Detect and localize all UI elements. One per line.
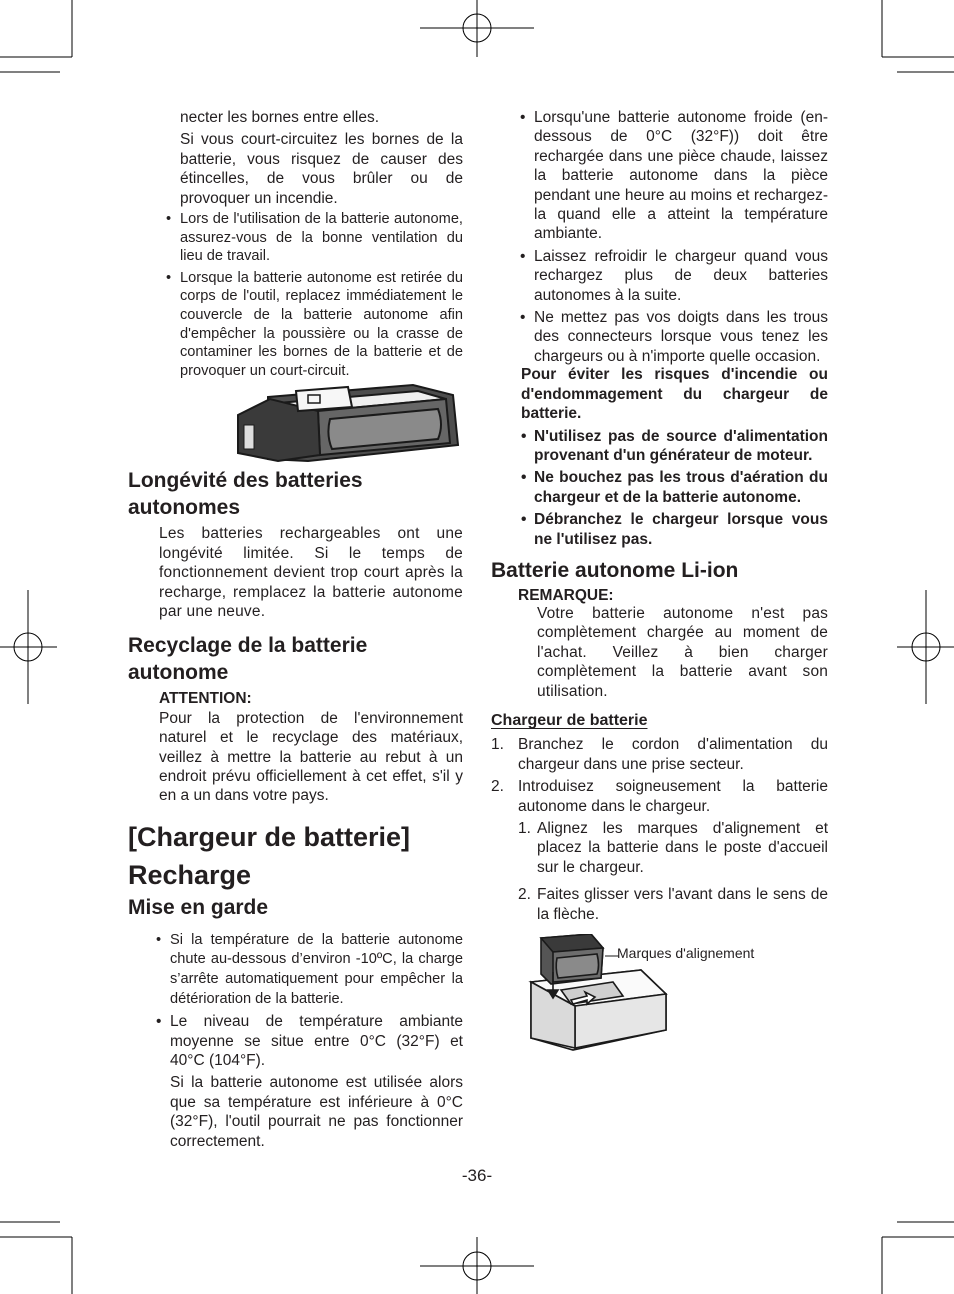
charging-bullets: [491, 108, 828, 366]
left-column: [128, 108, 463, 1151]
fire-warning: Pour éviter les risques d'incendie ou d'endommagement du chargeur de batterie.: [521, 366, 828, 423]
list-item: 2. Introduisez soigneusement la batterie autonome dans le chargeur.: [491, 778, 828, 815]
caution-heading: Mise en garde: [128, 895, 269, 919]
right-column: [491, 108, 828, 1062]
recycling-heading: Recyclage de la batterie autonome: [128, 634, 368, 685]
li-ion-text: Votre batterie autonome n'est pas complètement chargée au moment de l'achat. Veillez à bien charger complètement la batterie avant son utilisation.: [537, 604, 828, 700]
li-ion-heading: Batterie autonome Li-ion: [491, 558, 739, 582]
list-item: • Le niveau de température ambiante moyenne se situe entre 0°C (32°F) et 40°C (104°F).: [156, 1013, 463, 1070]
charger-steps: [491, 735, 828, 816]
bold-bullets: [491, 427, 828, 549]
list-item: 2. Faites glisser vers l'avant dans le sens de la flèche.: [518, 886, 828, 923]
caution-continued: Si la batterie autonome est utilisée alors que sa température est inférieure à 0°C (32°F), l'outil pourrait ne pas fonctionner correctement.: [170, 1074, 463, 1150]
battery-bullets: [128, 210, 463, 380]
recycling-text: Pour la protection de l'environnement naturel et le recyclage des matériaux, veillez à mettre la batterie au rebut à un endroit prévu officiellement à cet effet, s'il y en a un dans votre pays.: [159, 709, 463, 805]
list-item: • Lorsqu'une batterie autonome froide (en-dessous de 0°C (32°F)) doit être rechargée dans une pièce chaude, laissez la batterie autonome dans la pièce pendant une heure au moins et rechargez-la quand elle a atteint la température ambiante.: [491, 108, 828, 244]
charger-substeps: [491, 819, 828, 924]
list-item: • Lors de l'utilisation de la batterie autonome, assurez-vous de la bonne ventilation du lieu de travail.: [128, 210, 463, 266]
list-item: 1. Branchez le cordon d'alimentation du chargeur dans une prise secteur.: [491, 736, 828, 773]
list-item: • Lorsque la batterie autonome est retirée du corps de l'outil, replacez immédiatement le couvercle de la batterie autonome afin d'empêcher la poussière ou la crasse de contaminer les bornes de la batterie et de provoquer un court-circuit.: [128, 269, 463, 381]
bullet-icon: •: [156, 931, 162, 948]
bullet-icon: •: [156, 1013, 162, 1031]
list-item: • Ne mettez pas vos doigts dans les trous des connecteurs lorsque vous tenez les chargeurs ou à n'importe quelle occasion.: [491, 308, 828, 366]
list-item: • N'utilisez pas de source d'alimentation provenant d'un générateur de moteur.: [491, 427, 828, 466]
chapter-title: [Chargeur de batterie]: [128, 821, 411, 852]
short-circuit-text: Si vous court-circuitez les bornes de la batterie, vous risquez de causer des étincelles, de vous brûler ou de provoquer un incendie.: [180, 131, 463, 207]
alignment-marks-label: Marques d'alignement: [617, 945, 755, 962]
list-item: • Si la température de la batterie autonome chute au-dessous d’environ -10ºC, la charge s’arrête automatiquement pour empêcher la détérioration de la batterie.: [156, 931, 463, 1007]
battery-pack-illustration: [128, 383, 463, 465]
longevity-heading: Longévité des batteries autonomes: [128, 469, 363, 520]
recharge-title: Recharge: [128, 859, 252, 890]
charger-figure: [491, 934, 828, 1062]
longevity-text: Les batteries rechargeables ont une longévité limitée. Si le temps de fonctionnement devient trop court après la recharge, remplacez la batterie autonome par une neuve.: [159, 525, 463, 620]
attention-label: ATTENTION:: [159, 690, 252, 708]
page-number: -36-: [461, 1166, 493, 1185]
list-item: 1. Alignez les marques d'alignement et placez la batterie dans le poste d'accueil sur le chargeur.: [518, 820, 828, 876]
list-item: • Laissez refroidir le chargeur quand vous rechargez plus de deux batteries autonomes à la suite.: [491, 247, 828, 305]
list-item: • Ne bouchez pas les trous d'aération du chargeur et de la batterie autonome.: [491, 468, 828, 507]
charger-heading: Chargeur de batterie: [491, 711, 648, 729]
caution-bullets: [128, 931, 463, 1071]
intro-text: necter les bornes entre elles.: [180, 109, 380, 126]
remarque-label: REMARQUE:: [518, 586, 614, 604]
list-item: • Débranchez le chargeur lorsque vous ne l'utilisez pas.: [491, 510, 828, 549]
